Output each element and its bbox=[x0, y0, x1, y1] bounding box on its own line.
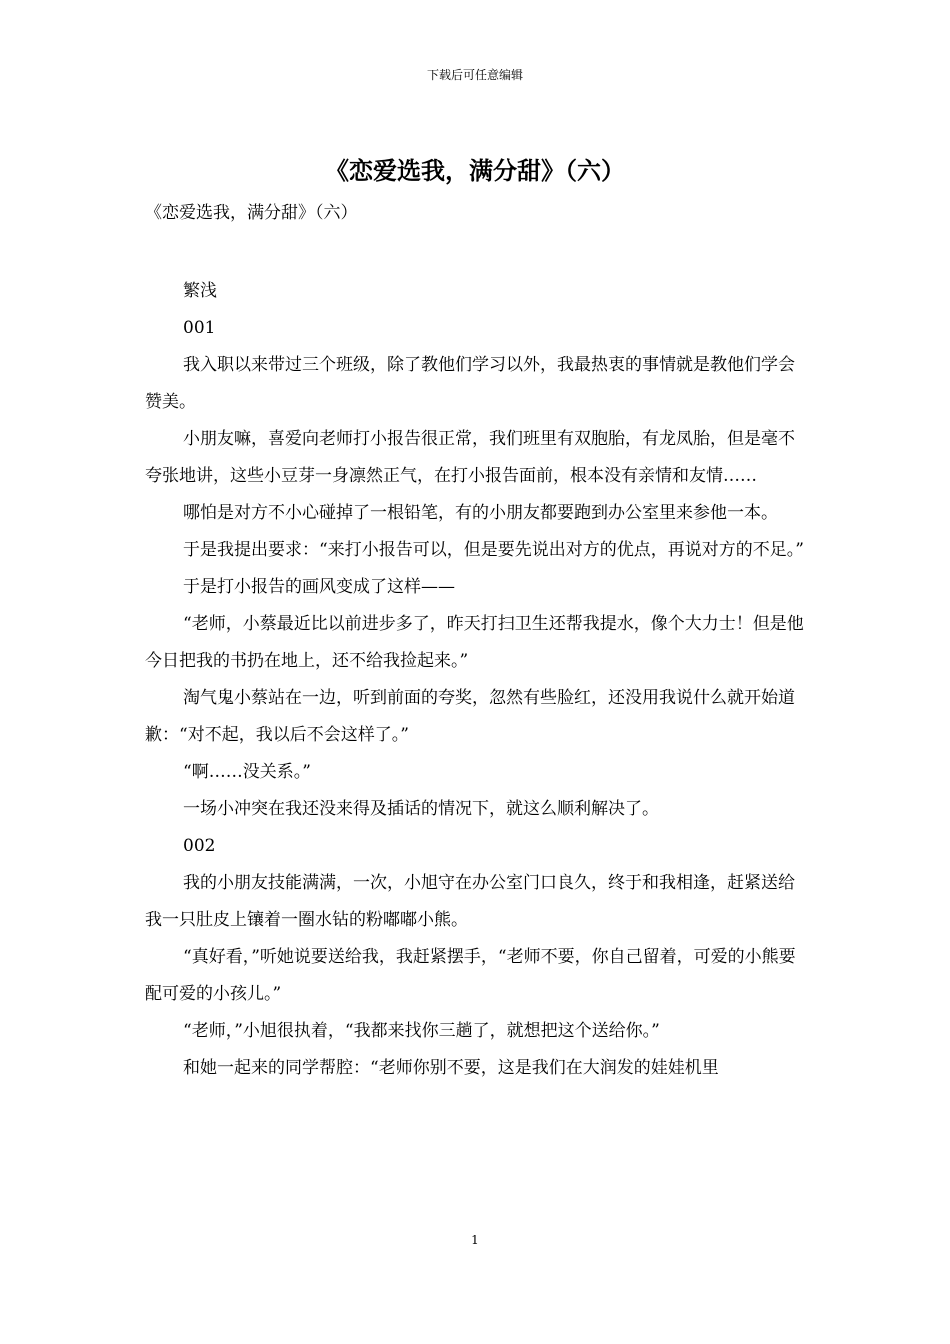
paragraph: 淘气鬼小蔡站在一边，听到前面的夸奖，忽然有些脸红，还没用我说什么就开始道歉：“对不起，我以后不会这样了。” bbox=[145, 688, 795, 745]
paragraph: “啊……没关系。” bbox=[183, 762, 311, 782]
paragraph: 于是打小报告的画风变成了这样—— bbox=[183, 577, 455, 597]
paragraph: 哪怕是对方不小心碰掉了一根铅笔，有的小朋友都要跑到办公室里来参他一本。 bbox=[183, 503, 778, 523]
author-line: 繁浅 bbox=[183, 281, 217, 301]
paragraph: 和她一起来的同学帮腔：“老师你别不要，这是我们在大润发的娃娃机里 bbox=[183, 1058, 719, 1078]
document-title: 《恋爱选我，满分甜》（六） bbox=[325, 156, 625, 185]
document-body bbox=[145, 273, 810, 1087]
section-number: 002 bbox=[183, 836, 216, 856]
page-header: 下载后可任意编辑 bbox=[426, 68, 523, 82]
paragraph: 我的小朋友技能满满，一次，小旭守在办公室门口良久，终于和我相逢，赶紧送给我一只肚皮上镶着一圈水钻的粉嘟嘟小熊。 bbox=[145, 873, 795, 930]
paragraph: “老师，小蔡最近比以前进步多了，昨天打扫卫生还帮我提水，像个大力士！但是他今日把我的书扔在地上，还不给我捡起来。” bbox=[145, 614, 804, 671]
paragraph: “真好看，”听她说要送给我，我赶紧摆手，“老师不要，你自己留着，可爱的小熊要配可爱的小孩儿。” bbox=[145, 947, 796, 1004]
paragraph: “老师，”小旭很执着，“我都来找你三趟了，就想把这个送给你。” bbox=[183, 1021, 660, 1041]
paragraph: 小朋友嘛，喜爱向老师打小报告很正常，我们班里有双胞胎，有龙凤胎，但是毫不夸张地讲，这些小豆芽一身凛然正气，在打小报告面前，根本没有亲情和友情…… bbox=[145, 429, 795, 486]
paragraph: 一场小冲突在我还没来得及插话的情况下，就这么顺利解决了。 bbox=[183, 799, 659, 819]
page-number: 1 bbox=[471, 1233, 479, 1247]
paragraph: 我入职以来带过三个班级，除了教他们学习以外，我最热衷的事情就是教他们学会赞美。 bbox=[145, 355, 795, 412]
section-number: 001 bbox=[183, 318, 216, 338]
document-subtitle: 《恋爱选我，满分甜》（六） bbox=[145, 203, 358, 223]
paragraph: 于是我提出要求：“来打小报告可以，但是要先说出对方的优点，再说对方的不足。” bbox=[183, 540, 804, 560]
